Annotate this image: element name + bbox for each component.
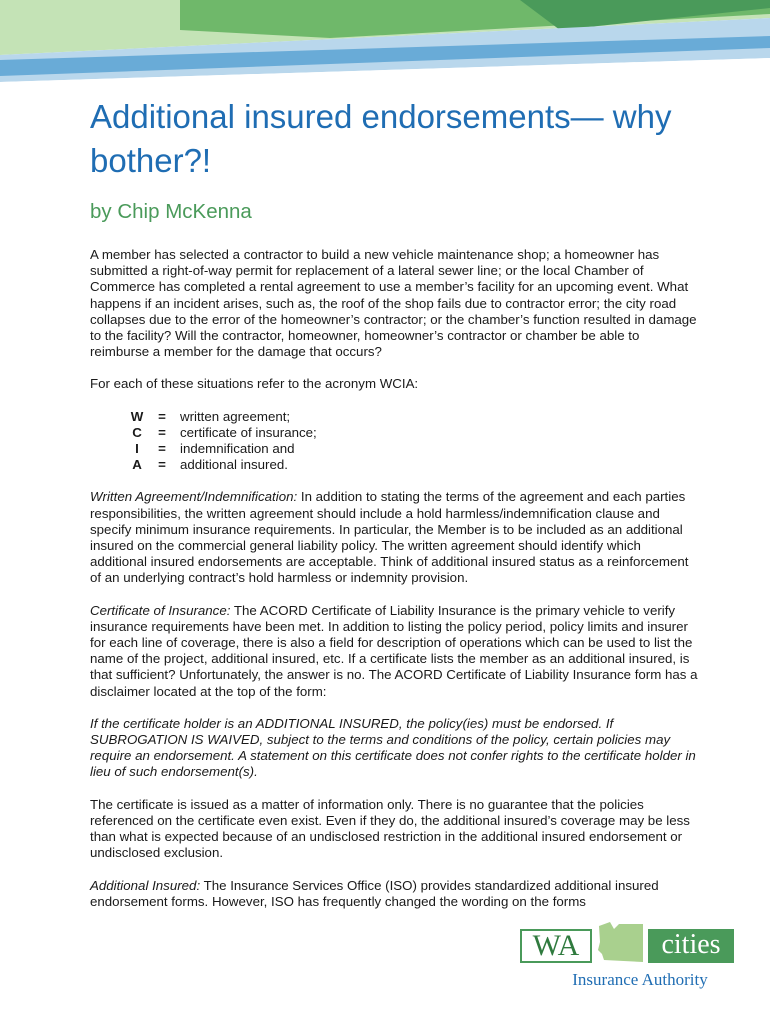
- wa-cities-logo: [518, 920, 738, 1000]
- acronym-list: [130, 409, 700, 474]
- page-title: Additional insured endorsements— why bother?!: [90, 98, 672, 179]
- equals-sign: =: [158, 408, 166, 424]
- acronym-letter: W: [130, 408, 144, 424]
- section-lead: Written Agreement/Indemnification:: [90, 489, 298, 505]
- author-byline: by Chip McKenna: [90, 200, 252, 223]
- section-lead: Additional Insured:: [90, 877, 201, 893]
- acronym-meaning: certificate of insurance;: [180, 424, 317, 440]
- certificate-note-paragraph: The certificate is issued as a matter of information only. There is no guarantee that the policies referenced on the certificate even exist. Even if they do, the additional insured’s coverage may be less than what is expected because of an undisclosed restriction in the additional insured endorsement or undisclosed exclusion.: [90, 796, 690, 861]
- logo-cities-text: cities: [648, 929, 734, 963]
- acronym-meaning: additional insured.: [180, 457, 288, 473]
- written-agreement-paragraph: [90, 489, 700, 586]
- acronym-letter: A: [132, 457, 142, 473]
- acronym-intro: For each of these situations refer to the acronym WCIA:: [90, 376, 419, 392]
- acronym-letter: C: [132, 424, 142, 440]
- logo-subtitle: Insurance Authority: [572, 970, 708, 989]
- equals-sign: =: [158, 424, 166, 440]
- acronym-row: [130, 409, 700, 425]
- section-text: In addition to stating the terms of the agreement and each parties responsibilities, the written agreement should include a hold harmless/indemnification clause and specify minimum insurance requirements. In particular, the Member is to be included as an additional insured on the commercial general liability policy. The written agreement should identify which additional insured endorsements are acceptable. Think of additional insured status as a reinforcement of an underlying contract’s hold harmless or indemnity provision.: [90, 489, 689, 586]
- header-banner: [0, 0, 770, 100]
- certificate-disclaimer-quote: If the certificate holder is an ADDITIONAL INSURED, the policy(ies) must be endorsed. If SUBROGATION IS WAIVED, subject to the terms and conditions of the policy, certain policies may require an endorsement. A statement on this certificate does not confer rights to the certificate holder in lieu of such endorsement(s).: [90, 715, 696, 780]
- acronym-meaning: written agreement;: [180, 408, 291, 424]
- intro-paragraph: A member has selected a contractor to build a new vehicle maintenance shop; a homeowner has submitted a right-of-way permit for replacement of a lateral sewer line; or the local Chamber of Commerce has completed a rental agreement to use a member’s facility for an upcoming event. What happens if an incident arises, such as, the roof of the shop fails due to contractor error; the city road collapses due to the error of the homeowner’s contractor; or the chamber’s function resulted in damage to the facility? Will the contractor, homeowner, homeowner’s contractor or chamber be able to reimburse a member for the damage that occurs?: [90, 247, 697, 360]
- article-body: [90, 247, 700, 926]
- acronym-row: [130, 441, 700, 457]
- equals-sign: =: [158, 441, 166, 457]
- washington-state-icon: [596, 920, 646, 968]
- section-text: The Insurance Services Office (ISO) provides standardized additional insured endorsement forms. However, ISO has frequently changed the wording on the forms: [90, 877, 659, 909]
- acronym-letter: I: [135, 441, 139, 457]
- acronym-row: [130, 425, 700, 441]
- equals-sign: =: [158, 457, 166, 473]
- additional-insured-paragraph: [90, 878, 700, 910]
- acronym-meaning: indemnification and: [180, 441, 295, 457]
- logo-wa-text: WA: [520, 929, 592, 963]
- section-lead: Certificate of Insurance:: [90, 602, 231, 618]
- acronym-row: [130, 457, 700, 473]
- section-text: The ACORD Certificate of Liability Insurance is the primary vehicle to verify insurance requirements have been met. In addition to listing the policy period, policy limits and insurer for each line of coverage, there is also a field for description of operations which can be used to list the name of the project, additional insured, etc. If a certificate lists the member as an additional insured, is that sufficient? Unfortunately, the answer is no. The ACORD Certificate of Liability Insurance form has a disclaimer located at the top of the form:: [90, 602, 698, 699]
- certificate-paragraph: [90, 603, 700, 700]
